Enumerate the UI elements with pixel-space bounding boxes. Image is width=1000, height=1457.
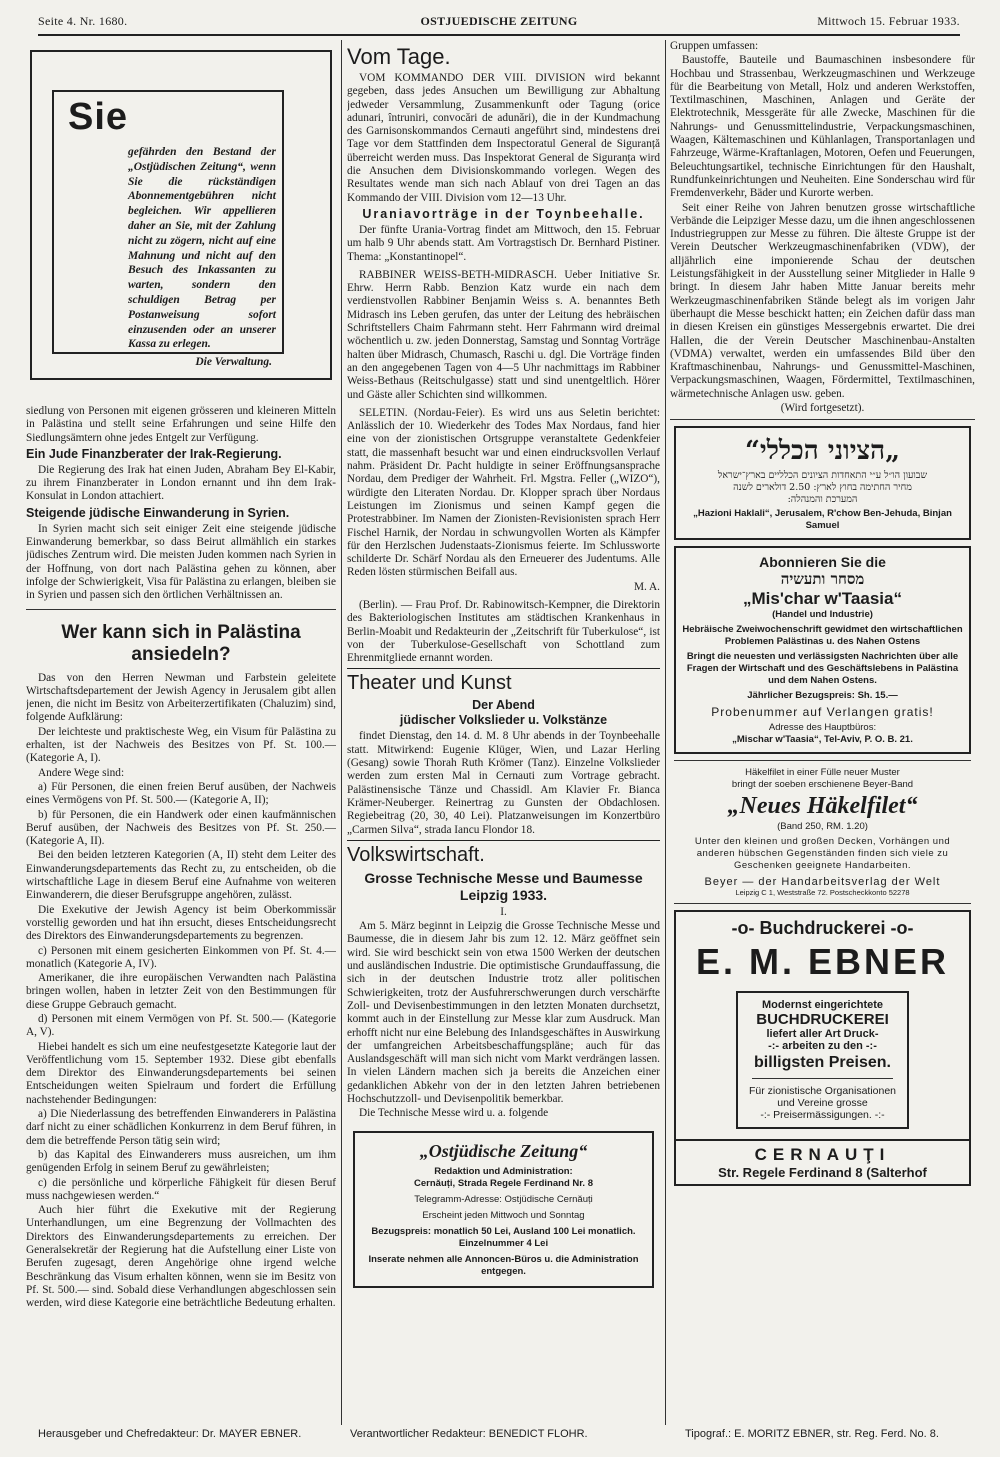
- ad-line: Probenummer auf Verlangen gratis!: [711, 705, 934, 720]
- ad-line: Leipzig C 1, Weststraße 72. Postscheckkonto 52278: [735, 888, 910, 898]
- column-3: [670, 40, 975, 1425]
- ad-line: Adresse des Hauptbüros:: [768, 722, 877, 734]
- article-text: Am 5. März beginnt in Leipzig die Grosse Technische Messe und Baumesse, die in diesem Jahr bis zum 12. 12. März geöffnet sein wird. Sie wird beschickt sein von etwa 1500 Werken der deutschen und ausländischen Industrie. Die optimistische Grundauffassung, die sich in der deutschen Industrie trotz aller politischen Schwierigkeiten, trotz der Ausfuhrerschwerungen durch verschärfte Zoll- und Devisenbestimmungen in den letzten Monaten durchsetzt, kommt auch in der Einstellung zur Messe klar zum Ausdruck. Man erhofft nicht nur eine Belebung des Inlandsgeschäftes in Auswirkung der umfangreichen Arbeitsbeschaffungspläne; auch für das Auslandsgeschäft will man sich nicht vom Markt verdrängen lassen. In vielen Ländern machen sich ja bereits die Anzeichen einer gedanklichen Abkehr von der in den letzten Jahren betriebenen Hochschutzzoll- und Devisenpolitik bemerkbar.: [347, 920, 660, 1105]
- ad-line: Unter den kleinen und großen Decken, Vorhängen und anderen hübschen Gegenständen finden sich viele zu Geschenken geeignete Handarbeiten.: [694, 836, 951, 872]
- ad-hebrew-line: מחיר החתימה בחוץ לארץ: 2.50 דולארים לשנה: [733, 482, 912, 494]
- article-paragraph: Andere Wege sind:: [38, 766, 125, 779]
- oz-line: Telegramm-Adresse: Ostjüdische Cernăuți: [414, 1193, 593, 1205]
- article-paragraph: b) für Personen, die ein Handwerk oder einen kaufmännischen Beruf ausüben, der Nachweis des Besitzes von Pf. St. 250.— (Kategorie A, II).: [26, 808, 336, 848]
- page-header: [38, 12, 960, 36]
- sie-signature: Die Verwaltung.: [195, 356, 272, 369]
- article-paragraph: b) das Kapital des Einwanderers muss ausreichen, um ihm genügenden Erfolg in seinem Beruf zu gewährleisten;: [26, 1148, 336, 1175]
- article-text: RABBINER WEISS-BETH-MIDRASCH. Ueber Initiative Sr. Ehrw. Herrn Rabb. Benzion Katz wurde ein nach dem verdienstvollen Rabbiner Benjamin Weiss s. A. benanntes Beth Midrasch ins Leben gerufen, das unter der Leitung des hebräischen Schriftstellers Chaim Fahrmann steht. Herr Fahrmann wird dreimal wöchentlich u. zw. jeden Donnerstag, Samstag und Sonntag Vorträge halten über Midrasch, Chumasch, Raschi u. dgl. Die Vorträge finden an den angegebenen Tagen von 4—5 Uhr nachmittags im Rabbiner Weiss-Bethaus (Reitschulgasse) statt und sind unentgeltlich. Hörer und Gäste aller Schichten sind willkommen.: [347, 268, 660, 401]
- col1-articles: [26, 405, 336, 1312]
- ebner-printing-ad: [674, 910, 971, 1186]
- ad-line: Hebräische Zweiwochenschrift gewidmet den wirtschaftlichen Problemen Palästinas u. des Nahen Ostens: [682, 624, 963, 648]
- column-2: [347, 40, 660, 1425]
- article-paragraph: c) die persönliche und körperliche Fähigkeit für diesen Beruf muss nachgewiesen werden.“: [26, 1176, 336, 1202]
- article-paragraph: Der leichteste und praktischeste Weg, ein Visum für Palästina zu erhalten, ist der Nachweis des Besitzes von Pf. St. 100.— (Kategorie A, I).: [26, 725, 336, 765]
- ad-hebrew-title: מסחר ותעשיה: [780, 570, 865, 589]
- article-text: Baustoffe, Bauteile und Baumaschinen insbesondere für Hochbau und Strassenbau, Werkzeugmaschinen und Werkzeuge für die Bearbeitung von Metall, Holz und anderen Werkstoffen, Textilmaschinen, Maschinen, Anlagen und Geräte der Elektrotechnik, Messgeräte für alle Zwecke, Maschinen für die Nahrungs- und Genussmittelindustrie, Verpackungsmaschinen, Waagen, Kältemaschinen und Kühlanlagen, Transportanlagen und Fahrzeuge, Wärme-Kraftanlagen, Motoren, Oefen und Feuerungen, Beleuchtungsartikel, technische Einrichtungen für den Haushalt, Rundfunkeinrichtungen und Neuheiten. Eine Sonderschau wird für Fremdenverkehr, Bäder und Kurorte werben.: [670, 54, 975, 200]
- article-heading: jüdischer Volkslieder u. Volkstänze: [399, 713, 608, 728]
- ad-line: Für zionistische Organisationen und Vereine grosse: [748, 1085, 897, 1110]
- article-heading: Der Abend: [472, 698, 535, 713]
- ad-line: (Handel und Industrie): [772, 609, 873, 621]
- oz-line: Cernăuți, Strada Regele Ferdinand Nr. 8: [414, 1177, 593, 1189]
- article-paragraph: Das von den Herren Newman und Farbstein geleitete Wirtschaftsdepartement der Jewish Agency in Jerusalem gibt allen jenen, die nicht im Besitz von Arbeiterzertifikaten (Chaluzim) sind, folgende Aufklärung:: [26, 671, 336, 724]
- ad-hebrew-title: „הציוני הכללי“: [744, 436, 901, 467]
- article-text: SELETIN. (Nordau-Feier). Es wird uns aus Seletin berichtet: Anlässlich der 10. Wiederkehr des Todes Max Nordaus, fand hier eine von der zionistischen Ortsgruppe veranstaltete Gedenkfeier statt, die massenhaft besucht war und einen eindrucksvollen Verlauf nahm. Präsident Dr. Pacht huldigte in seiner Eröffnungsansprache Nordau, dem Prediger der Wahrheit. Frl. Mgstra. Feller („WIZO“), würdigte den Literaten Nordau. Dr. Klopper sprach über Nordaus Leistungen im Zionismus und seinen Kampf gegen die Protestrabbiner. Im Namen der Zionisten-Revisionisten sprach Herr Fischel Harnik, der Nordau in schwungvollen Worten als Kämpfer für den Herzlschen Judenstaats-Zionismus feierte. Im Schlussworte schilderte Dr. Schärf Nordau als den Erneuerer des Judentums. Alle Reden lösten stürmischen Beifall aus.: [347, 406, 660, 579]
- ad-line: Beyer — der Handarbeitsverlag der Welt: [704, 876, 941, 889]
- ad-line: Bringt die neuesten und verlässigsten Nachrichten über alle Fragen der Wirtschaft und des Geschäftslebens in Palästina und dem Nahen Ostens.: [686, 651, 959, 687]
- article-paragraph: d) Personen mit einem Vermögen von Pf. St. 500.— (Kategorie A, V).: [26, 1012, 336, 1039]
- ad-hebrew-line: המערכת והמנהלה:: [787, 494, 858, 506]
- oz-line: Bezugspreis: monatlich 50 Lei, Ausland 100 Lei monatlich. Einzelnummer 4 Lei: [371, 1225, 636, 1249]
- issue-date: Mittwoch 15. Februar 1933.: [817, 14, 960, 28]
- article-paragraph: Bei den beiden letzteren Kategorien (A, II) steht dem Leiter des Einwanderungsdepartements das Recht zu, zu entscheiden, ob die wirtschaftliche Lage in diesem Beruf eine Aufnahme von weiteren Einwanderern, die dieser Berufsgruppe angehören, zulässt.: [26, 849, 336, 902]
- sie-notice-text: gefährden den Bestand der „Ostjüdischen Zeitung“, wenn Sie die rückständigen Abonnementgebühren nicht begleichen. Wir appellieren daher an Sie, mit der Zahlung nicht zu zögern, nicht auf eine Mahnung und nicht auf den Besuch des Inkassanten zu warten, sondern den schuldigen Betrag per Postanweisung sofort einzusenden oder an unserer Kassa zu erlegen.: [128, 146, 276, 351]
- ad-line: „Mischar w'Taasia“, Tel-Aviv, P. O. B. 21.: [732, 734, 913, 746]
- article-text: Seit einer Reihe von Jahren benutzen grosse wirtschaftliche Verbände die Leipziger Messe dazu, um die ihnen angeschlossenen Industriegruppen zur Messe zu führen. Die älteste Gruppe ist der Verein Deutscher Werkzeugmaschinenfabriken (VDW), der alljährlich eine imponierende Schau der deutschen Leistungsfähigkeit in der Ausstellung seiner Mitglieder in Halle 9 bringt. In diesem Jahr haben Mitte Januar bereits mehr Werkzeugmaschinenfabriken Stände belegt als im vorigen Jahr überhaupt die Messe beschickt hatten; ein Zeichen dafür dass man in diesen Kreisen ein günstiges Messergebnis erwartet. Die drei Hallen, die der Verein Deutscher Maschinenbau-Anstalten (VDMA) verwaltet, werden ein umfassendes Bild über den Kraftmaschinenbau, Nahrungs- und Genussmittel-Maschinen, Verpackungsmaschinen, Waagen, Fördermittel, Textilmaschinen, wärmetechnische Anlagen usw. geben.: [670, 201, 975, 400]
- newspaper-title: OSTJUEDISCHE ZEITUNG: [420, 14, 578, 28]
- article-text: In Syrien macht sich seit einiger Zeit eine steigende jüdische Einwanderung bemerkbar, so dass Beirut allmählich ein starkes jüdisches Zentrum wird. Die meisten Juden kommen nach Syrien in der Hoffnung, von dort nach Palästina gehen zu können, aber infolge der Schwierigkeit, Visa für Palästina zu erlangen, bleiben sie in Syrien und passen sich den örtlichen Verhältnissen an.: [26, 522, 336, 602]
- ad-line: Modernst eingerichtete: [761, 999, 884, 1012]
- article-text: siedlung von Personen mit eigenen grösseren und kleineren Mitteln in Palästina und stellt seine Erfahrungen und seine Hilfe den Siedlungsämtern ohne jedes Entgelt zur Verfügung.: [26, 405, 336, 444]
- article-text: Der fünfte Urania-Vortrag findet am Mittwoch, den 15. Februar um halb 9 Uhr abends statt. Am Vortragstisch Dr. Bernhard Pistiner. Thema: „Konstantinopel“.: [347, 223, 660, 263]
- oz-line: Inserate nehmen alle Annoncen-Büros u. die Administration entgegen.: [368, 1253, 639, 1277]
- oz-line: Erscheint jeden Mittwoch und Sonntag: [422, 1209, 585, 1221]
- ebner-inner-box: [736, 991, 909, 1129]
- ad-title: E. M. EBNER: [695, 941, 950, 983]
- article-paragraph: Hiebei handelt es sich um eine neufestgesetzte Kategorie laut der Veröffentlichung vom 15. September 1932. Diese gibt ebenfalls dem Direktor des Einwanderungsdepartements bei seinen Entscheidungen weiten Spielraum und fordert die Erfüllung nachstehender Bedingungen:: [26, 1040, 336, 1106]
- mischar-ad: [674, 546, 971, 754]
- footer-editor: Verantwortlicher Redakteur: BENEDICT FLOHR.: [350, 1428, 588, 1440]
- ad-line: Häkelfilet in einer Fülle neuer Muster: [745, 767, 900, 779]
- ad-line: bringt der soeben erschienene Beyer-Band: [731, 779, 914, 791]
- page-number: Seite 4. Nr. 1680.: [38, 14, 128, 28]
- sie-notice-inner: [52, 90, 284, 369]
- part-number: I.: [500, 905, 507, 918]
- ad-title: „Mis'char w'Taasia“: [743, 589, 902, 609]
- section-heading: Volkswirtschaft.: [347, 840, 660, 867]
- article-title: Wer kann sich in Palästina ansiedeln?: [61, 621, 301, 665]
- haekelfilet-ad: [674, 760, 971, 904]
- divider: [26, 609, 336, 610]
- ad-line: -:- Preisermässigungen. -:-: [760, 1109, 885, 1122]
- column-divider: [665, 40, 666, 1425]
- ad-line: (Band 250, RM. 1.20): [777, 821, 868, 833]
- continued-note: (Wird fortgesetzt).: [780, 402, 865, 415]
- article-paragraph: Die Exekutive der Jewish Agency ist beim Oberkommissär vorstellig geworden und hat ihn ersucht, dieses Entscheidungsrecht des Direktors des Einwanderungsdepartements zu begrenzen.: [26, 903, 336, 943]
- section-heading: Theater und Kunst: [347, 668, 660, 695]
- ad-line: -:- arbeiten zu den -:-: [768, 1040, 877, 1053]
- ad-line: Jährlicher Bezugspreis: Sh. 15.—: [747, 690, 898, 702]
- ad-line: liefert aller Art Druck-: [766, 1028, 879, 1041]
- article-heading: Uraniavorträge in der Toynbeehalle.: [362, 206, 645, 221]
- article-text: Gruppen umfassen:: [670, 40, 759, 52]
- oz-title: „Ostjüdische Zeitung“: [419, 1140, 588, 1161]
- sie-headline: Sie: [68, 96, 129, 138]
- article-paragraph: Auch hier führt die Exekutive mit der Regierung Unterhandlungen, um eine Begrenzung der Vollmachten des Direktors des Einwanderungsdepartements zu erreichen. Der Generalsekretär der Regierung hat die Aufstellung einer Liste von Berufen zugesagt, deren Angehörige ohne irgend welche Beschränkung das Visum erhalten können, wenn sie im Besitz von Pf. St. 500.— sind. Sobald diese Verhandlungen abgeschlossen sein werden, wird diese Kategorie eine beträchtliche Bedeutung erhalten.: [26, 1204, 336, 1310]
- hazioni-haklali-ad: [674, 426, 971, 540]
- ad-line: BUCHDRUCKEREI: [756, 1011, 889, 1029]
- article-text: (Berlin). — Frau Prof. Dr. Rabinowitsch-Kempner, die Direktorin des Bakteriologischen Institutes am städtischen Krankenhaus in Berlin-Moabit und Redakteurin der „Zeitschrift für Tuberkulose“, ist von der Tuberkulose-Gesellschaft von Schottland zum Ehrenmitgliede ernannt worden.: [347, 598, 660, 665]
- article-paragraph: c) Personen mit einem gesicherten Einkommen von Pf. St. 4.— monatlich (Kategorie A, IV).: [26, 944, 336, 970]
- sie-notice-box: [30, 50, 332, 380]
- ad-city: CERNAUŢI: [754, 1145, 891, 1165]
- ad-hebrew-line: שבועון הו״ל ע״י התאחדות הציונים הכלליים בארץ־ישראל: [717, 470, 928, 482]
- article-paragraph: a) Die Niederlassung des betreffenden Einwanderers in Palästina darf nicht zu einer schädlichen Konkurrenz in dem Beruf führen, in dem die betreffende Person tätig sein wird;: [26, 1108, 336, 1147]
- article-heading: Ein Jude Finanzberater der Irak-Regierung.: [26, 446, 282, 461]
- divider: [670, 419, 975, 420]
- column-divider: [341, 40, 342, 1425]
- footer-printer: Tipograf.: E. MORITZ EBNER, str. Reg. Ferd. No. 8.: [685, 1428, 939, 1440]
- ad-line: billigsten Preisen.: [754, 1054, 891, 1072]
- article-text: findet Dienstag, den 14. d. M. 8 Uhr abends in der Toynbeehalle statt. Mitwirkend: Eugenie Klüger, Wien, und Lazar Herling (Gesang) sowie Thorah Ruth Krömer (Tanz). Einzelne Volkslieder werden zum ersten Mal in Cernauti zum Vortrage gebracht. Palästinensische Tänze und Chassidl. Am Klavier Fr. Bianca Krämer-Neuberger. Reinertrag zu Gunsten der Obdachlosen. Regiebeitrag (20, 30, 40 Lei). Platzanweisungen im Konzertbüro „Carmen Silva“, strada Iancu Flondor 18.: [347, 730, 660, 836]
- section-heading: Vom Tage.: [347, 44, 451, 69]
- article-paragraph: Amerikaner, die ihre europäischen Verwandten nach Palästina bringen wollen, haben in letzter Zeit von den Bestimmungen für diese Gruppe Gebrauch gemacht.: [26, 972, 336, 1011]
- article-text: VOM KOMMANDO DER VIII. DIVISION wird bekannt gegeben, dass jedes Ansuchen um Bewilligung zur Abhaltung jedweder Versammlung, Zusammenkunft oder Tagung (orice adunari, întruniri, convocări de adunări), die in der Kundmachung des Garnisonskommandos Cernauti angeführt sind, mindestens drei Tage vor dem Stattfinden dem Inspectoratul General de Siguranță überreicht werden muss. Das Inspektorat General de Siguranța wird die Ansuchen dem Divisionskommando vorlegen. Wegen des Resultates wende man sich nach Ablauf von drei Tagen an das Kommando der VIII. Division vom 12—13 Uhr.: [347, 72, 660, 204]
- ad-address: „Hazioni Haklali“, Jerusalem, R'chow Ben-Jehuda, Binjan Samuel: [693, 508, 952, 532]
- article-heading: Grosse Technische Messe und Baumesse Leipzig 1933.: [364, 869, 643, 903]
- article-heading: Steigende jüdische Einwanderung in Syrien.: [26, 505, 290, 520]
- ad-line: -o- Buchdruckerei -o-: [731, 918, 914, 939]
- article-paragraph: a) Für Personen, die einen freien Beruf ausüben, der Nachweis eines Vermögens von Pf. St. 500.— (Kategorie A, II);: [26, 780, 336, 807]
- ad-line: Abonnieren Sie die: [759, 554, 886, 571]
- ad-title: „Neues Häkelfilet“: [727, 793, 918, 820]
- oz-line: Redaktion und Administration:: [434, 1165, 573, 1177]
- footer-publisher: Herausgeber und Chefredakteur: Dr. MAYER EBNER.: [38, 1428, 302, 1440]
- ad-street: Str. Regele Ferdinand 8 (Salterhof: [718, 1165, 927, 1181]
- author-initials: M. A.: [633, 580, 660, 593]
- article-text: Die Regierung des Irak hat einen Juden, Abraham Bey El-Kabir, zu ihrem Finanzberater in London ernannt und ihn dem Irak-Konsulat in London attachiert.: [26, 463, 336, 503]
- column-1: [26, 40, 336, 1425]
- article-text: Die Technische Messe wird u. a. folgende: [359, 1107, 549, 1120]
- ostjuedische-zeitung-box: [353, 1131, 654, 1288]
